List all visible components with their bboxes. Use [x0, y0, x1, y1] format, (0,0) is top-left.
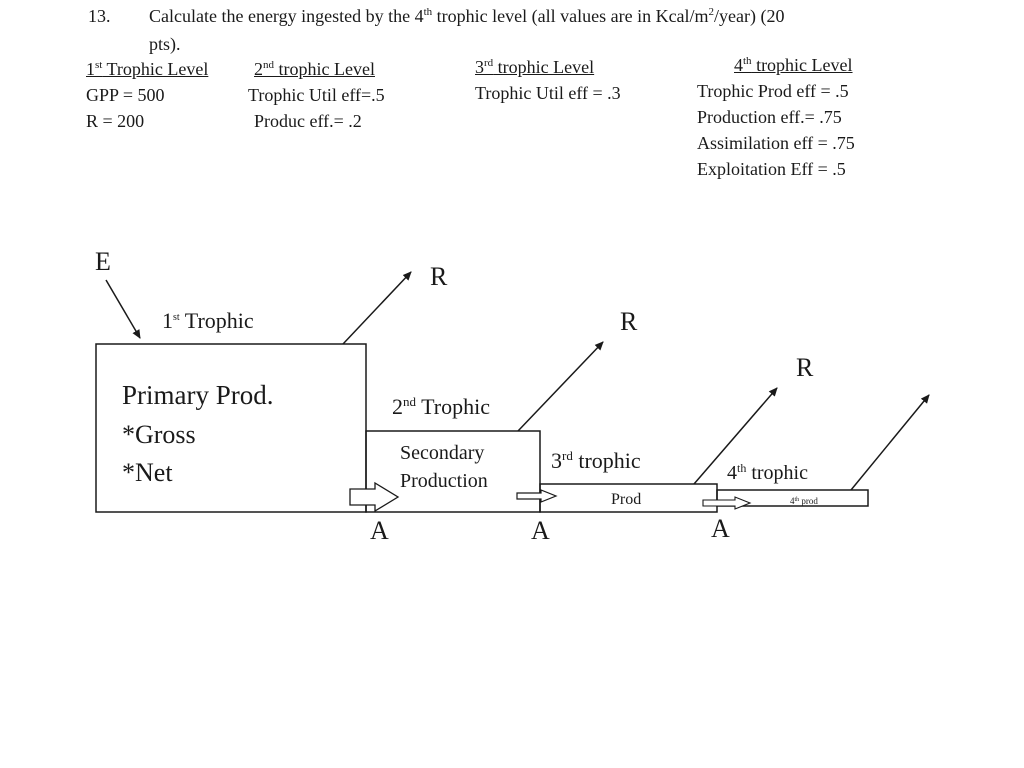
- level-4-assimilation-eff: Assimilation eff = .75: [697, 133, 855, 153]
- trophic-4-label: 4th trophic: [727, 461, 808, 484]
- fourth-prod-label: 4th prod: [790, 496, 818, 506]
- transfer-arrow-1: [350, 483, 398, 511]
- assimilation-label-3: A: [711, 514, 730, 543]
- primary-prod-title: Primary Prod.: [122, 380, 274, 410]
- secondary-production-line2: Production: [400, 470, 488, 492]
- level-2-prod-eff: Produc eff.= .2: [254, 111, 362, 131]
- trophic-3-label: 3rd trophic: [551, 448, 641, 473]
- respiration-arrow-2: [518, 342, 603, 431]
- level-3-heading: 3rd trophic Level: [475, 57, 595, 77]
- assimilation-label-1: A: [370, 516, 389, 545]
- level-1-heading: 1st Trophic Level: [86, 59, 209, 79]
- level-1-gpp: GPP = 500: [86, 85, 165, 105]
- assimilation-label-2: A: [531, 516, 550, 545]
- level-2-util-eff: Trophic Util eff=.5: [248, 85, 385, 105]
- primary-gross-label: *Gross: [122, 420, 196, 449]
- secondary-production-line1: Secondary: [400, 442, 485, 464]
- level-3-util-eff: Trophic Util eff = .3: [475, 83, 621, 103]
- respiration-arrow-1: [343, 272, 411, 344]
- transfer-arrow-3: [703, 497, 750, 509]
- level-2-heading: 2nd trophic Level: [254, 59, 375, 79]
- respiration-label-1: R: [430, 262, 448, 291]
- trophic-1-label: 1st Trophic: [162, 308, 254, 333]
- level-1-respiration: R = 200: [86, 111, 145, 131]
- trophic-2-label: 2nd Trophic: [392, 394, 490, 419]
- level-4-heading: 4th trophic Level: [734, 55, 853, 75]
- level-4-trophic-prod-eff: Trophic Prod eff = .5: [697, 81, 849, 101]
- transfer-arrow-2: [517, 490, 556, 502]
- question-text: Calculate the energy ingested by the 4th trophic level (all values are in Kcal/$m^2/year$) (20: [149, 6, 785, 26]
- level-4-production-eff: Production eff.= .75: [697, 107, 842, 127]
- question-text-continued: pts).: [149, 34, 181, 54]
- respiration-arrow-4: [851, 395, 929, 490]
- level-4-exploitation-eff: Exploitation Eff = .5: [697, 159, 846, 179]
- respiration-label-3: R: [796, 353, 814, 382]
- energy-label: E: [95, 247, 111, 276]
- primary-net-label: *Net: [122, 458, 173, 487]
- respiration-label-2: R: [620, 307, 638, 336]
- third-prod-label: Prod: [611, 491, 642, 508]
- energy-input-arrow: [106, 280, 140, 338]
- question-number: 13.: [88, 6, 111, 26]
